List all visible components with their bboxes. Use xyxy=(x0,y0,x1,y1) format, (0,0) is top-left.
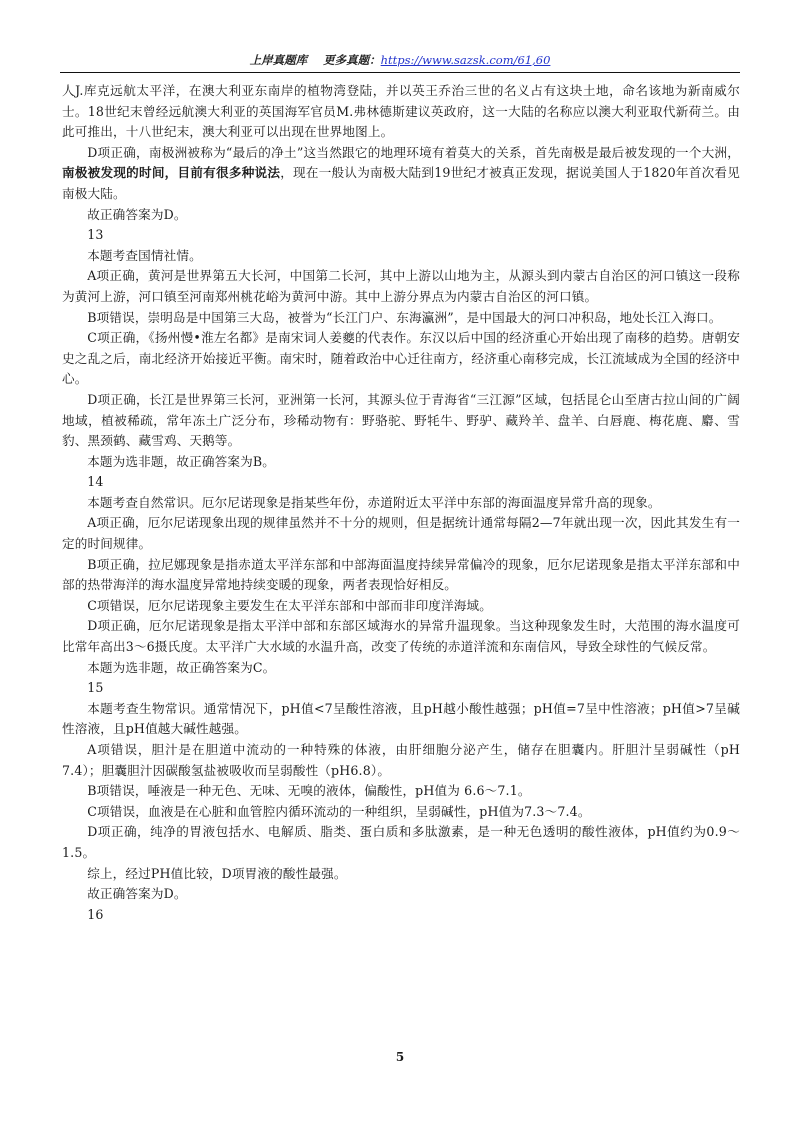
paragraph: B项错误，唾液是一种无色、无味、无嗅的液体，偏酸性，pH值为 6.6～7.1。 xyxy=(87,783,531,799)
paragraph: 本题为选非题，故正确答案为C。 xyxy=(87,659,276,675)
paragraph: C项错误，厄尔尼诺现象主要发生在太平洋东部和中部而非印度洋海域。 xyxy=(87,597,493,613)
paragraph: C项错误，血液是在心脏和血管腔内循环流动的一种组织，呈弱碱性，pH值为7.3～7.4。 xyxy=(87,803,591,819)
paragraph: B项正确，拉尼娜现象是指赤道太平洋东部和中部海面温度持续异常偏冷的现象，厄尔尼诺现象是指太平洋东部和中部的热带海洋的海水温度异常地持续变暖的现象，两者表现恰好相反。 xyxy=(62,556,740,593)
question-number: 14 xyxy=(87,474,104,490)
question-number: 13 xyxy=(87,227,104,243)
question-number: 15 xyxy=(87,680,104,696)
paragraph: A项正确，黄河是世界第五大长河，中国第二长河，其中上游以山地为主，从源头到内蒙古自治区的河口镇这一段称为黄河上游，河口镇至河南郑州桃花峪为黄河中游。其中上游分界点为内蒙古自治区的河口镇。 xyxy=(62,268,740,304)
text-run: D项正确，南极洲被称为“最后的净土”这当然跟它的地理环境有着莫大的关系，首先南极是最后被发现的一个大洲， xyxy=(87,144,740,160)
paragraph: 本题为选非题，故正确答案为B。 xyxy=(87,453,276,469)
question-number: 16 xyxy=(87,906,104,922)
paragraph: 综上，经过PH值比较，D项胃液的酸性最强。 xyxy=(87,865,347,881)
paragraph: D项正确，厄尔尼诺现象是指太平洋中部和东部区域海水的异常升温现象。当这种现象发生时，大范围的海水温度可比常年高出3～6摄氏度。太平洋广大水域的水温升高，改变了传统的赤道洋流和东南信风，导致全球性的气候反常。 xyxy=(62,618,740,655)
document-body xyxy=(62,81,740,925)
paragraph: 人J.库克远航太平洋，在澳大利亚东南岸的植物湾登陆，并以英王乔治三世的名义占有这块土地，命名该地为新南威尔士。18世纪末曾经远航澳大利亚的英国海军官员M.弗林德斯建议英政府，这一大陆的名称应以澳大利亚取代新荷兰。由此可推出，十八世纪末，澳大利亚可以出现在世界地图上。 xyxy=(62,83,740,140)
paragraph xyxy=(62,143,740,205)
paragraph: B项错误，崇明岛是中国第三大岛，被誉为“长江门户、东海瀛洲”，是中国最大的河口冲积岛，地处长江入海口。 xyxy=(87,309,722,325)
header-url-link[interactable]: https://www.sazsk.com/61,60 xyxy=(380,53,551,67)
paragraph: 故正确答案为D。 xyxy=(87,886,187,902)
paragraph: 故正确答案为D。 xyxy=(87,206,187,222)
paragraph: D项正确，纯净的胃液包括水、电解质、脂类、蛋白质和多肽激素，是一种无色透明的酸性液体，pH值约为0.9～1.5。 xyxy=(62,824,740,860)
paragraph: 本题考查生物常识。通常情况下，pH值<7呈酸性溶液，且pH越小酸性越强；pH值=7呈中性溶液；pH值>7呈碱性溶液，且pH值越大碱性越强。 xyxy=(62,700,740,737)
paragraph: 本题考查自然常识。厄尔尼诺现象是指某些年份，赤道附近太平洋中东部的海面温度异常升高的现象。 xyxy=(87,494,661,510)
paragraph: A项错误，胆汁是在胆道中流动的一种特殊的体液，由肝细胞分泌产生，储存在胆囊内。肝胆汁呈弱碱性（pH 7.4）；胆囊胆汁因碳酸氢盐被吸收而呈弱酸性（pH6.8）。 xyxy=(62,742,740,778)
more-label: 更多真题： xyxy=(323,53,381,67)
page-header xyxy=(0,52,800,68)
site-name: 上岸真题库 xyxy=(249,53,308,67)
page-number: 5 xyxy=(395,1050,405,1064)
text-run: ，现在一般认为南极大陆到19世纪才被真正发现，据说美国人于1820年首次看见南极大陆。 xyxy=(62,165,740,201)
paragraph: C项正确，《扬州慢•淮左名都》是南宋词人姜夔的代表作。东汉以后中国的经济重心开始出现了南移的趋势。唐朝安史之乱之后，南北经济开始接近平衡。南宋时，随着政治中心迁往南方，经济重心南移完成，长江流域成为全国的经济中心。 xyxy=(62,330,740,387)
paragraph: 本题考查国情社情。 xyxy=(87,247,202,263)
bold-phrase: 南极被发现的时间，目前有很多种说法 xyxy=(62,165,281,181)
header-divider xyxy=(60,72,740,73)
paragraph: D项正确，长江是世界第三长河，亚洲第一长河，其源头位于青海省“三江源”区域，包括昆仑山至唐古拉山间的广阔地域，植被稀疏，常年冻土广泛分布，珍稀动物有：野骆驼、野牦牛、野驴、藏羚羊、盘羊、白唇鹿、梅花鹿、麝、雪豹、黑颈鹤、藏雪鸡、天鹅等。 xyxy=(62,391,740,449)
paragraph: A项正确，厄尔尼诺现象出现的规律虽然并不十分的规则，但是据统计通常每隔2—7年就出现一次，因此其发生有一定的时间规律。 xyxy=(62,515,740,552)
